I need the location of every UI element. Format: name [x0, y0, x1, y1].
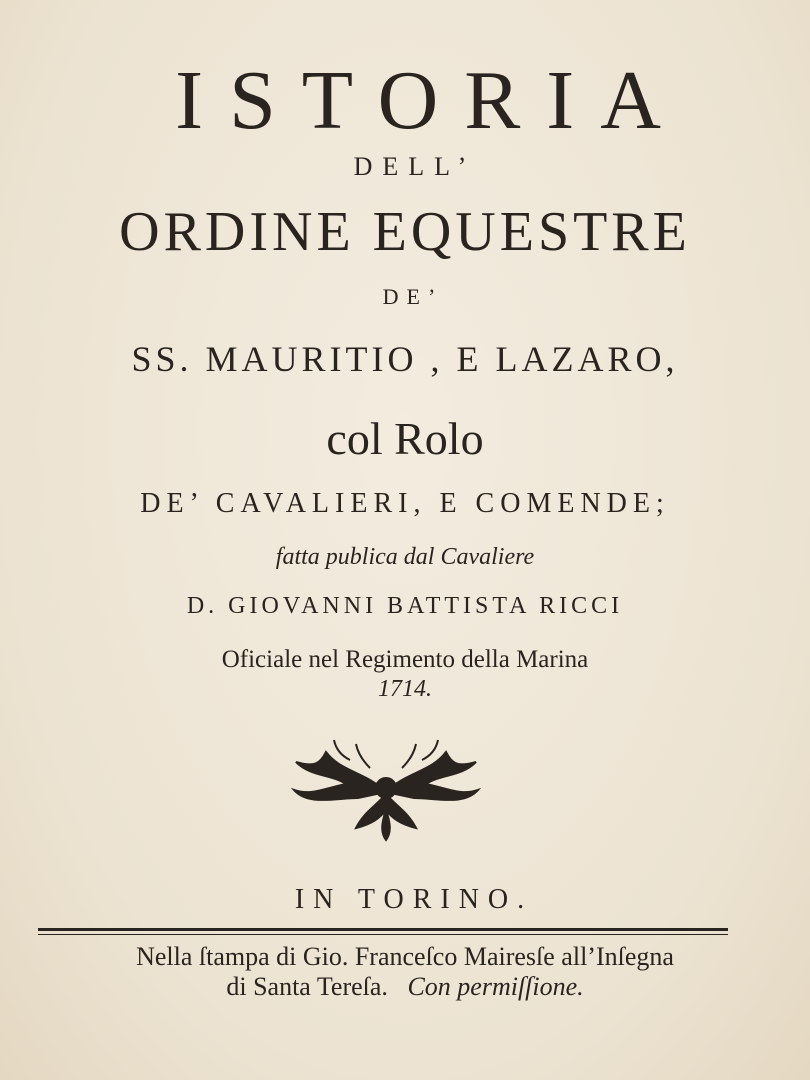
imprint-con-permissione: Con permiſſione. [407, 972, 584, 1001]
subtitle-col-rolo: col Rolo [326, 413, 484, 464]
subtitle-dell: DELL’ [353, 152, 477, 181]
imprint-santa-teresa: di Santa Tereſa. [226, 972, 388, 1001]
year: 1714. [378, 676, 432, 702]
imprint-rule-thick [38, 928, 728, 931]
fatta-publica: fatta publica dal Cavaliere [275, 544, 535, 570]
subtitle-de: DE’ [382, 284, 444, 309]
imprint-line-1: Nella ſtampa di Gio. Franceſco Mairesſe all’Inſegna [136, 942, 674, 971]
place-in-torino: IN TORINO. [294, 884, 534, 915]
author-name: D. GIOVANNI BATTISTA RICCI [186, 593, 624, 619]
subtitle-cavalieri: DE’ CAVALIERI, E COMENDE; [140, 488, 670, 519]
subtitle-ordine-equestre: ORDINE EQUESTRE [119, 201, 691, 263]
title-istoria: ISTORIA [175, 54, 687, 147]
author-title: Oficiale nel Regimento della Marina [221, 646, 589, 673]
imprint-line-2 [0, 972, 810, 1002]
floral-ornament-icon [286, 732, 486, 844]
subtitle-saints: SS. MAURITIO , E LAZARO, [131, 339, 679, 379]
imprint-rule-thin [38, 934, 728, 935]
